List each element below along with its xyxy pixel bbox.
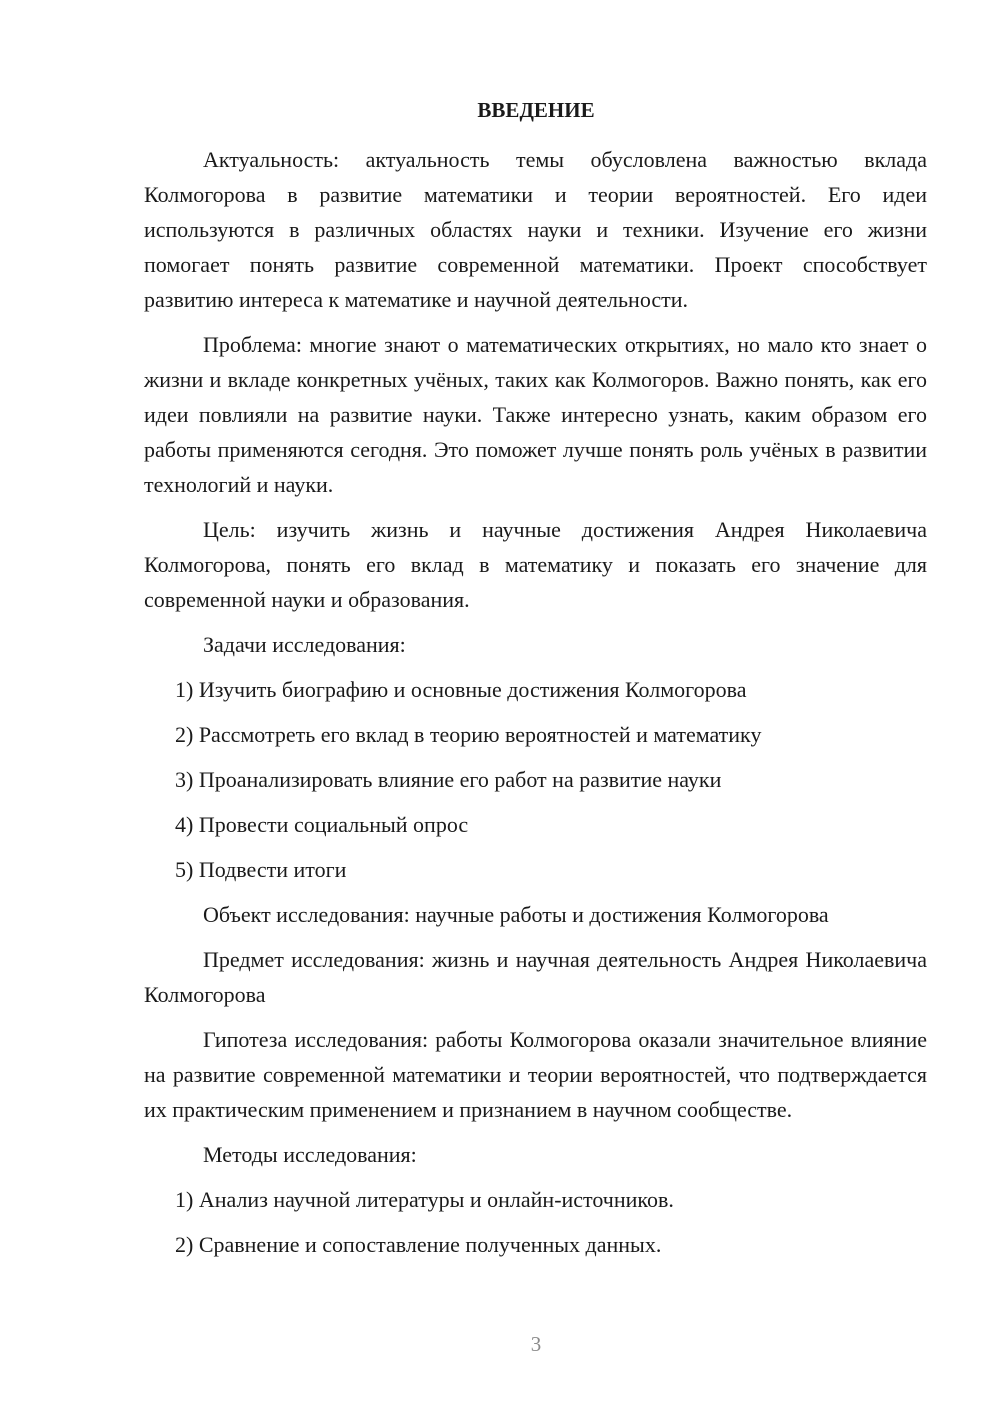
- body-text: [144, 142, 927, 1272]
- list-item: 2) Сравнение и сопоставление полученных данных.: [175, 1232, 662, 1257]
- hypothesis-paragraph: Гипотеза исследования: работы Колмогорова оказали значительное влияние на развитие современной математики и теории вероятностей, что подтверждается их практическим применением и признанием в научном сообществе.: [144, 1027, 927, 1122]
- list-item: 5) Подвести итоги: [175, 857, 347, 882]
- list-item: 1) Изучить биографию и основные достижения Колмогорова: [175, 677, 747, 702]
- page-number: 3: [530, 1332, 542, 1356]
- list-item: 2) Рассмотреть его вклад в теорию вероятностей и математику: [175, 722, 762, 747]
- section-heading: ВВЕДЕНИЕ: [477, 98, 595, 122]
- problem-paragraph: Проблема: многие знают о математических открытиях, но мало кто знает о жизни и вкладе конкретных учёных, таких как Колмогоров. Важно понять, как его идеи повлияли на развитие науки. Также интересно узнать, каким образом его работы применяются сегодня. Это поможет лучше понять роль учёных в развитии технологий и науки.: [144, 332, 927, 497]
- methods-intro: Методы исследования:: [203, 1142, 417, 1167]
- subject-paragraph: Предмет исследования: жизнь и научная деятельность Андрея Николаевича Колмогорова: [144, 947, 927, 1007]
- tasks-list: [144, 672, 927, 887]
- list-item: 1) Анализ научной литературы и онлайн-источников.: [175, 1187, 674, 1212]
- list-item: 3) Проанализировать влияние его работ на развитие науки: [175, 767, 722, 792]
- object-paragraph: Объект исследования: научные работы и достижения Колмогорова: [203, 902, 829, 927]
- relevance-paragraph: Актуальность: актуальность темы обусловлена важностью вклада Колмогорова в развитие математики и теории вероятностей. Его идеи используются в различных областях науки и техники. Изучение его жизни помогает понять развитие современной математики. Проект способствует развитию интереса к математике и научной деятельности.: [144, 147, 927, 312]
- goal-paragraph: Цель: изучить жизнь и научные достижения Андрея Николаевича Колмогорова, понять его вклад в математику и показать его значение для современной науки и образования.: [144, 517, 927, 612]
- methods-list: [144, 1182, 927, 1262]
- list-item: 4) Провести социальный опрос: [175, 812, 469, 837]
- tasks-intro: Задачи исследования:: [203, 632, 406, 657]
